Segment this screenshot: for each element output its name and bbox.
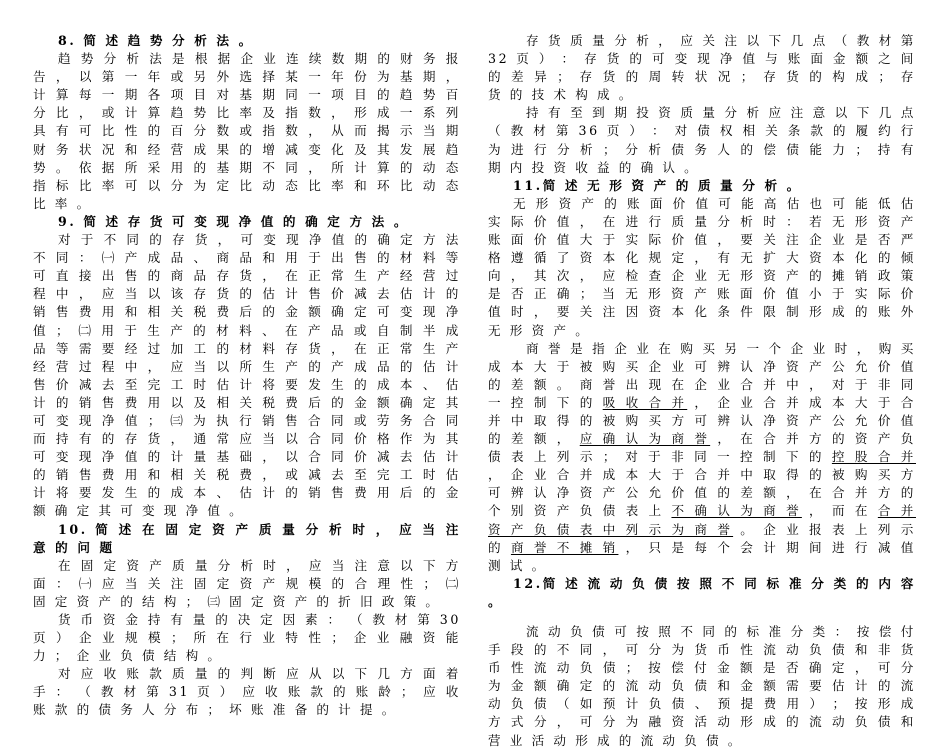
goodwill-text-3: ， 在 合 并 方 的 资 产 负 债 表 上 列 示 ； 对 于 非 同 一 控 制 下 的 — [488, 431, 916, 465]
goodwill-text-7: ， 只 是 每 个 会 计 期 间 进 行 减 值 测 试 。 — [488, 539, 916, 573]
heading-trend-analysis: 8. 简 述 趋 势 分 析 法 。 — [58, 33, 254, 48]
spacer — [488, 611, 916, 623]
underlined-no-amortization: 商 誉 不 摊 销 — [510, 539, 619, 555]
underlined-consolidated-goodwill: 合 并 资 产 负 债 表 中 列 示 为 商 誉 — [488, 503, 916, 537]
heading-current-liabilities: 12.简 述 流 动 负 债 按 照 不 同 标 准 分 类 的 内 容 。 — [488, 575, 916, 609]
goodwill-text-2: ， 企 业 合 并 成 本 大 于 合 并 中 取 得 的 被 购 买 方 可 辨 认 净 资 产 公 允 价 值 的 差 额 ， — [488, 394, 916, 447]
paragraph-inventory-nrv: 对 于 不 同 的 存 货 ， 可 变 现 净 值 的 确 定 方 法 不 同 ： ㈠ 产 成 品 、 商 品 和 用 于 出 售 的 材 料 等 可 直 接 出 售 的 商 品 存 货 ， 在 正 常 生 产 经 营 过 程 中 ， 应 当 以 该 存 货 的 估 计 售 价 减 去 估 计 的 销 售 费 用 和 相 关 税 费 后 的 金 额 确 定 可 变 现 净 值 ； ㈡ 用 于 生 产 的 材 料 、 在 产 品 或 自 制 半 成 品 等 需 要 经 过 加 工 的 材 料 存 货 ， 在 正 常 生 产 经 营 过 程 中 ， 应 当 以 所 生 产 的 产 成 品 的 估 计 售 价 减 去 至 完 工 时 估 计 将 要 发 生 的 成 本 、 估 计 的 销 售 费 用 以 及 相 关 税 费 后 的 金 额 确 定 其 可 变 现 净 值 ； ㈢ 为 执 行 销 售 合 同 或 劳 务 合 同 而 持 有 的 存 货 ， 通 常 应 当 以 合 同 价 格 作 为 其 可 变 现 净 值 的 计 量 基 础 ， 以 合 同 价 减 去 估 计 的 销 售 费 用 和 相 关 税 费 ， 或 减 去 至 完 工 时 估 计 将 要 发 生 的 成 本 、 估 计 的 销 售 费 用 后 的 金 额 确 定 其 可 变 现 净 值 。 — [33, 232, 461, 519]
underlined-absorption-merger: 吸 收 合 并 — [602, 394, 688, 410]
paragraph-inventory-quality: 存 货 质 量 分 析 ， 应 关 注 以 下 几 点 （ 教 材 第 32 页 ） ： 存 货 的 可 变 现 净 值 与 账 面 金 额 之 间 的 差 异 ； 存 货 的 周 转 状 况 ； 存 货 的 构 成 ； 存 货 的 技 术 构 成 。 — [488, 33, 916, 103]
paragraph-intangible-assets: 无 形 资 产 的 账 面 价 值 可 能 高 估 也 可 能 低 估 实 际 价 值 ， 在 进 行 质 量 分 析 时 ： 若 无 形 资 产 账 面 价 值 大 于 实 际 价 值 ， 要 关 注 企 业 是 否 严 格 遵 循 了 资 本 化 规 定 ， 有 无 扩 大 资 本 化 的 倾 向 ， 其 次 ， 应 检 查 企 业 无 形 资 产 的 摊 销 政 策 是 否 正 确 ； 当 无 形 资 产 账 面 价 值 小 于 实 际 价 值 时 ， 要 关 注 因 资 本 化 条 件 限 制 形 成 的 账 外 无 形 资 产 。 — [488, 195, 916, 338]
paragraph-goodwill — [488, 340, 916, 575]
paragraph-trend-analysis: 趋 势 分 析 法 是 根 据 企 业 连 续 数 期 的 财 务 报 告 ， 以 第 一 年 或 另 外 选 择 某 一 年 份 为 基 期 ， 计 算 每 一 期 各 项 目 对 基 期 同 一 项 目 的 趋 势 百 分 比 ， 或 计 算 趋 势 比 率 及 指 数 ， 形 成 一 系 列 具 有 可 比 性 的 百 分 数 或 指 数 ， 从 而 揭 示 当 期 财 务 状 况 和 经 营 成 果 的 增 减 变 化 及 其 发 展 趋 势 。 依 据 所 采 用 的 基 期 不 同 ， 所 计 算 的 动 态 指 标 比 率 可 以 分 为 定 比 动 态 比 率 和 环 比 动 态 比 率 。 — [33, 51, 461, 211]
underlined-not-recognized: 不 确 认 为 商 誉 — [671, 503, 802, 519]
underlined-recognize-goodwill: 应 确 认 为 商 誉 — [579, 431, 711, 447]
paragraph-current-liabilities: 流 动 负 债 可 按 照 不 同 的 标 准 分 类 ： 按 偿 付 手 段 的 不 同 ， 可 分 为 货 币 性 流 动 负 债 和 非 货 币 性 流 动 负 债 ； 按 偿 付 金 额 是 否 确 定 ， 可 分 为 金 额 确 定 的 流 动 负 债 和 金 额 需 要 估 计 的 流 动 负 债 （ 如 预 计 负 债 、 预 提 费 用 ） ； 按 形 成 方 式 分 ， 可 分 为 融 资 活 动 形 成 的 流 动 负 债 和 营 业 活 动 形 成 的 流 动 负 债 。 — [488, 624, 916, 748]
goodwill-text-4: ， 企 业 合 并 成 本 大 于 合 并 中 取 得 的 被 购 买 方 可 辨 认 净 资 产 公 允 价 值 的 差 额 ， 在 合 并 方 的 个 别 资 产 负 债 表 上 — [488, 467, 916, 519]
goodwill-text-1: 商 誉 是 指 企 业 在 购 买 另 一 个 企 业 时 ， 购 买 成 本 大 于 被 购 买 企 业 可 辨 认 净 资 产 公 允 价 值 的 差 额 。 商 誉 出 现 在 企 业 合 并 中 ， 对 于 非 同 一 控 制 下 的 — [488, 340, 916, 410]
right-column — [488, 32, 916, 750]
underlined-holding-merger: 控 股 合 并 — [831, 449, 916, 465]
left-column — [33, 32, 461, 720]
paragraph-receivables: 对 应 收 账 款 质 量 的 判 断 应 从 以 下 几 方 面 着 手 ： （ 教 材 第 31 页 ） 应 收 账 款 的 账 龄 ； 应 收 账 款 的 债 务 人 分 布 ； 坏 账 准 备 的 计 提 。 — [33, 666, 461, 718]
goodwill-text-5: ， 而 在 — [801, 503, 878, 519]
paragraph-cash-holdings: 货 币 资 金 持 有 量 的 决 定 因 素 ： （ 教 材 第 30 页 ） 企 业 规 模 ； 所 在 行 业 特 性 ； 企 业 融 资 能 力 ； 企 业 负 债 结 构 。 — [33, 612, 461, 664]
heading-inventory-nrv: 9. 简 述 存 货 可 变 现 净 值 的 确 定 方 法 。 — [58, 213, 410, 229]
goodwill-text-6: 。 企 业 报 表 上 列 示 的 — [488, 521, 916, 555]
paragraph-htm-investment: 持 有 至 到 期 投 资 质 量 分 析 应 注 意 以 下 几 点 （ 教 材 第 36 页 ） ： 对 债 权 相 关 条 款 的 履 约 行 为 进 行 分 析 ； 分 析 债 务 人 的 偿 债 能 力 ； 持 有 期 内 投 资 收 益 的 确 认 。 — [488, 105, 916, 175]
heading-intangible-assets: 11.简 述 无 形 资 产 的 质 量 分 析 。 — [513, 177, 802, 193]
paragraph-fixed-assets: 在 固 定 资 产 质 量 分 析 时 ， 应 当 注 意 以 下 方 面 ： ㈠ 应 当 关 注 固 定 资 产 规 模 的 合 理 性 ； ㈡ 固 定 资 产 的 结 构 ； ㈢ 固 定 资 产 的 折 旧 政 策 。 — [33, 557, 461, 609]
heading-fixed-assets: 10. 简 述 在 固 定 资 产 质 量 分 析 时 ， 应 当 注 意 的 问 题 — [33, 521, 461, 555]
